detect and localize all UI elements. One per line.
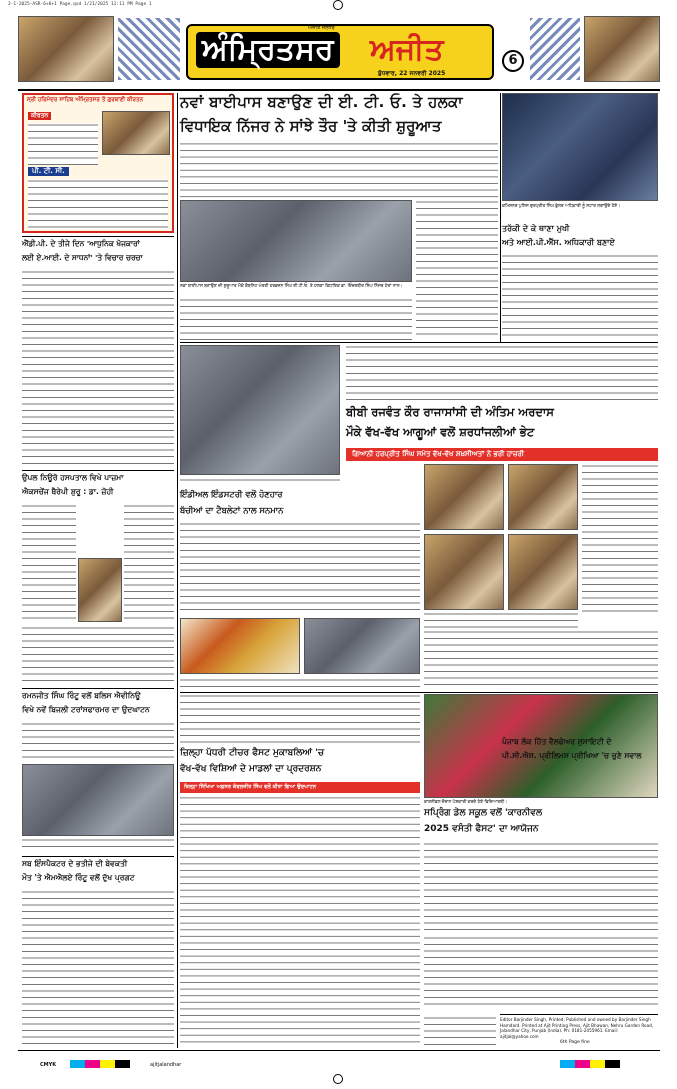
left-story-3-headline-2: ਵਿਖੇ ਨਵੇਂ ਬਿਜਲੀ ਟਰਾਂਸਫਾਰਮਰ ਦਾ ਉਦਘਾਟਨ [22,705,150,714]
left-story-1-headline-1: ਐੱਡੀ.ਪੀ. ਦੇ ਤੀਜੇ ਦਿਨ 'ਆਧੁਨਿਕ ਖੋਜਕਾਰਾਂ [22,239,140,248]
indel-headline-2: ਬੱਚੀਆਂ ਦਾ ਟੈਬਲੇਟਾਂ ਨਾਲ ਸਨਮਾਨ [180,505,284,515]
print-slug: 2-1-2025-ASR-6+6+1 Page.qxd 1/21/2025 11:11 PM Page 1 [8,2,152,7]
masthead-pattern-right [530,18,580,80]
left-story-4-headline-2: ਮੌਤ 'ਤੇ ਐਮਐਲਏ ਰਿੰਟੂ ਵਲੋਂ ਦੁੱਖ ਪ੍ਰਗਟ [22,873,135,882]
darbar-text [28,179,168,229]
carnival-headline-1: ਸਪ੍ਰਿੰਗ ਡੇਲ ਸਕੂਲ ਵਲੋਂ 'ਕਾਰਨੀਵਲ [424,808,543,818]
carnival-headline-2: 2025 ਵਸੰਤੀ ਫੈਸਟ' ਦਾ ਆਯੋਜਨ [424,824,539,834]
darbar-image [102,111,170,155]
sant-photo-4 [508,534,578,610]
golden-temple-image [18,16,114,82]
masthead-pattern-left [118,18,180,80]
page-number: 6 [502,50,524,72]
police-caption: ਕਮਿਸ਼ਨਰ ਪੁਲਿਸ ਗੁਰਪ੍ਰੀਤ ਸਿੰਘ ਭੁੱਲਰ ਅਧਿਕਾਰੀ ਨੂੰ ਸਟਾਰ ਲਗਾਉਂਦੇ ਹੋਏ। [502,204,621,209]
page-mark: 6th Page fine [560,1040,590,1045]
masthead-title-left: ਅੰਮ੍ਰਿਤਸਰ [196,32,340,68]
left-story-1-text [22,270,174,466]
doctor-photo [78,558,122,622]
left-story-2-headline-2: ਐਕਸਚੇਂਜ ਥੈਰੇਪੀ ਸ਼ੁਰੂ : ਡਾ. ਜ਼ੋਹੀ [22,487,114,496]
divider-left-2 [22,470,174,471]
monument-image [584,16,660,82]
divider-left-4 [22,856,174,857]
police-text [502,254,658,340]
masthead-small-label: ਅਜੀਤ ਜਲੰਧਰ [308,25,335,31]
rajasansi-caption-2 [424,612,578,628]
rajasansi-banner: ਗਿਆਨੀ ਹਰਪ੍ਰੀਤ ਸਿੰਘ ਸਮੇਤ ਵੱਖ-ਵੱਖ ਸ਼ਖ਼ਸੀਅਤਾਂ ਨੇ ਭਰੀ ਹਾਜ਼ਰੀ [346,448,658,461]
divider-left-3 [22,688,174,689]
rajasansi-text-lower [424,630,658,690]
lead-text-bottom [180,298,412,340]
indel-photo [180,618,300,674]
darbar-channel: ਪੀ. ਟੀ. ਸੀ. [28,167,69,176]
punjab-headline-stack [424,1016,496,1046]
lead-photo [180,200,412,282]
district-text [180,796,420,1046]
left-story-4-headline-1: ਸਬ ਇੰਸਪੈਕਟਰ ਦੇ ਭਤੀਜੇ ਦੀ ਬੇਵਕਤੀ [22,859,128,868]
registration-mark [333,0,343,10]
left-story-3-caption [22,838,174,852]
district-headline-2: ਵੱਖ-ਵੱਖ ਵਿਸ਼ਿਆਂ ਦੇ ਮਾਡਲਾਂ ਦਾ ਪ੍ਰਦਰਸ਼ਨ [180,764,322,774]
left-story-3-text [22,722,174,762]
colour-bar [70,1060,130,1068]
imprint-text: Editor Barjinder Singh, Printed, Published and owned by Barjinder Singh Hamdard. Printed at Ajit Printing Press, Ajit Bhawan, Nehru Garden Road, Jalandhar City, Punjab (India). Ph: 0181-2455961. Email: ajitjal@yahoo.com [500,1017,654,1039]
indel-photo-2 [304,618,420,674]
district-intro [180,694,420,744]
police-headline-2: ਅਤੇ ਆਈ.ਪੀ.ਐੱਸ. ਅਧਿਕਾਰੀ ਬਣਾਏ [502,238,615,247]
lead-text-side [416,200,498,340]
left-story-4-text [22,890,174,1046]
indel-headline-1: ਇੰਡੀਅਲ ਇੰਡਸਟਰੀ ਵਲੋਂ ਹੋਣਹਾਰ [180,489,283,499]
masthead [18,12,660,88]
masthead-title-right: ਅਜੀਤ [370,32,444,67]
masthead-rule [18,89,660,91]
rajasansi-text-right [582,464,658,612]
divider-left-1 [22,236,174,237]
left-story-2-text-b [124,504,174,624]
darbar-heading: ਸ੍ਰੀ ਹਰਿਮੰਦਰ ਸਾਹਿਬ ਅੰਮ੍ਰਿਤਸਰ ਤੋਂ ਗੁਰਬਾਣੀ ਕੀਰਤਨ [27,97,144,103]
transformer-photo [22,764,174,836]
sant-photo-1 [424,464,504,530]
police-photo [502,93,658,201]
police-headline-1: ਤਰੱਕੀ ਦੇ ਕੇ ਥਾਣਾ ਮੁਖੀ [502,224,570,233]
punjab-headline-2: ਪੀ.ਸੀ.ਐਸ. ਪ੍ਰੀਲਿਮਸ ਪ੍ਰੀਖਿਆ 'ਚ ਚੁਣੇ ਸਵਾਲ [502,751,642,760]
rajasansi-headline-2: ਮੌਕੇ ਵੱਖ-ਵੱਖ ਆਗੂਆਂ ਵਲੋਂ ਸ਼ਰਧਾਂਜਲੀਆਂ ਭੇਟ [346,425,535,439]
carnival-caption: ਕਾਰਨੀਵਲ ਦੌਰਾਨ ਪੇਸ਼ਕਾਰੀ ਕਰਦੇ ਹੋਏ ਵਿਦਿਆਰਥੀ। [424,800,507,805]
rajasansi-caption [180,478,340,486]
registration-mark-bottom [333,1074,343,1084]
lead-caption: ਨਵਾਂ ਬਾਈਪਾਸ ਬਣਾਉਣ ਦੀ ਸ਼ੁਰੂਆਤ ਮੌਕੇ ਕੈਬਨਿਟ ਮੰਤਰੀ ਹਰਭਜਨ ਸਿੰਘ ਈ.ਟੀ.ਓ. ਤੇ ਹਲਕਾ ਵਿਧਾਇਕ ਡਾ. ਇੰਦਰਬੀਰ ਸਿੰਘ ਨਿੱਜਰ ਹੋਰਾਂ ਨਾਲ। [180,284,403,289]
indel-caption [180,678,420,692]
left-story-2-headline-1: ਉਪਲ ਨਿਊਰੋ ਹਸਪਤਾਲ ਵਿਖੇ ਪਾਜ਼ਮਾ [22,473,124,482]
indel-text [180,522,420,614]
sant-photo-3 [424,534,504,610]
left-story-3-headline-1: ਰਮਨਜੀਤ ਸਿੰਘ ਰਿੰਟੂ ਵਲੋਂ ਬਲਿਸ ਐਵੀਨਿਊ [22,691,141,700]
col-rule-1 [177,93,178,1048]
district-banner: ਜ਼ਿਲ੍ਹਾ ਸਿੱਖਿਆ ਅਫ਼ਸਰ ਕੰਵਲਜੀਤ ਸਿੰਘ ਵਲੋਂ ਕੀਤਾ ਗਿਆ ਉਦਘਾਟਨ [180,782,420,793]
cmyk-label: CMYK [40,1062,57,1068]
bottom-rule [18,1050,660,1051]
rajasansi-headline-1: ਬੀਬੀ ਰਜਵੰਤ ਕੌਰ ਰਾਜਾਸਾਂਸੀ ਦੀ ਅੰਤਿਮ ਅਰਦਾਸ [346,405,554,419]
sant-photo-2 [508,464,578,530]
rajasansi-photo [180,345,340,475]
darbar-label: ਕੀਰਤਨ [28,112,51,120]
row-rule-1 [180,342,658,343]
masthead-date: ਬੁੱਧਵਾਰ, 22 ਜਨਵਰੀ 2025 [378,70,446,77]
lead-headline-2: ਵਿਧਾਇਕ ਨਿੱਜਰ ਨੇ ਸਾਂਝੇ ਤੌਰ 'ਤੇ ਕੀਤੀ ਸ਼ੁਰੂਆਤ [180,117,442,135]
row-rule-2 [180,692,658,693]
darbar-schedule [28,123,98,165]
punjab-text [424,936,658,1010]
left-story-2-text-a [22,504,76,624]
left-story-1-headline-2: ਲਈ ਏ.ਆਈ. ਦੇ ਸਾਧਨਾਂ' 'ਤੇ ਵਿਚਾਰ ਚਰਚਾ [22,253,143,262]
lead-text [180,142,498,198]
footer-tagline: ajitjalandhar [150,1062,182,1068]
lead-headline-1: ਨਵਾਂ ਬਾਈਪਾਸ ਬਣਾਉਣ ਦੀ ਈ. ਟੀ. ਓ. ਤੇ ਹਲਕਾ [180,93,463,111]
punjab-headline-1: ਪੰਜਾਬ ਲੋਕ ਹਿੱਤ ਵੈਲਫੇਅਰ ਸੁਸਾਇਟੀ ਦੇ [502,737,612,746]
district-headline-1: ਜ਼ਿਲ੍ਹਾ ਪੱਧਰੀ ਟੀਚਰ ਫੈਸਟ ਮੁਕਾਬਲਿਆਂ 'ਚ [180,748,325,758]
darbar-box [22,93,174,233]
carnival-text [424,842,658,932]
left-story-2-text-c [22,626,174,684]
rajasansi-intro [346,345,658,401]
colour-bar-right [560,1060,620,1068]
col-rule-2 [500,93,501,343]
